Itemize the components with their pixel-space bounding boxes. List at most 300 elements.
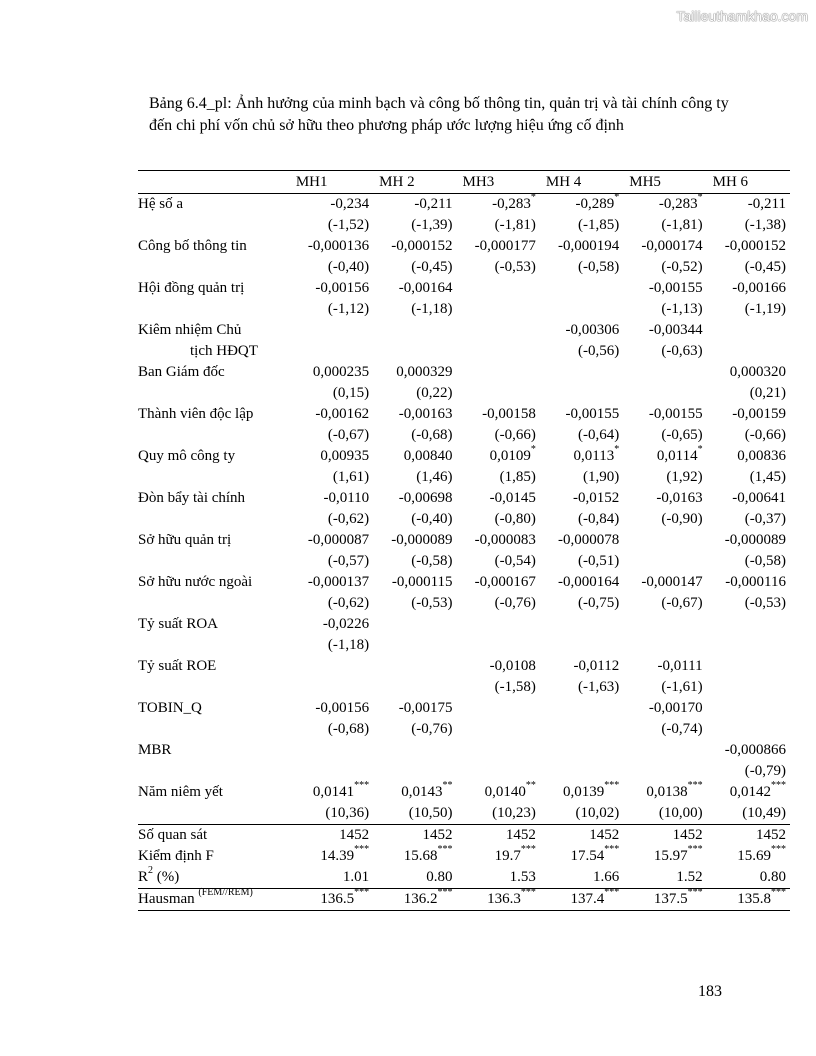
value: 1452 (672, 827, 703, 843)
value-cell (707, 362, 790, 383)
coefficient-row (138, 194, 790, 216)
value-cell (457, 236, 540, 257)
t-statistic-cell: (-1,18) (327, 637, 370, 653)
value-cell (373, 236, 456, 257)
t-statistic-cell (290, 677, 373, 698)
variable-label: Tỷ suất ROA (138, 616, 218, 632)
value-cell (373, 656, 456, 677)
value: 137.5 (653, 891, 688, 907)
value: 1452 (505, 827, 536, 843)
value-cell (540, 825, 623, 847)
value-cell (457, 404, 540, 425)
coefficient-row (138, 488, 790, 509)
value: -0,00163 (398, 406, 453, 422)
value-cell (457, 782, 540, 803)
value: -0,283 (492, 196, 531, 212)
value-cell (457, 320, 540, 341)
t-statistic-cell (540, 761, 623, 782)
value-cell (707, 278, 790, 299)
value: -0,000089 (724, 532, 786, 548)
value-cell (540, 572, 623, 593)
value: -0,000078 (558, 532, 620, 548)
t-statistic-cell: (-0,66) (494, 427, 536, 443)
value-cell (707, 614, 790, 635)
value-cell (623, 278, 706, 299)
value-cell (623, 530, 706, 551)
value: 0,000235 (312, 364, 370, 380)
value: -0,00164 (398, 280, 453, 296)
value: 0,00840 (403, 448, 453, 464)
variable-label-continued (138, 551, 290, 572)
value-cell (290, 194, 373, 216)
variable-label-continued: tịch HĐQT (190, 343, 258, 359)
value: -0,000137 (307, 574, 370, 590)
variable-label: Quy mô công ty (138, 448, 236, 464)
value-cell (540, 194, 623, 216)
value: 136.2 (403, 891, 438, 907)
value-cell (457, 698, 540, 719)
value: -0,000167 (474, 574, 536, 590)
value-cell (373, 698, 456, 719)
value: 15.69 (737, 848, 771, 864)
value-cell (540, 846, 623, 867)
t-statistic-cell: (-1,85) (578, 217, 620, 233)
t-statistic-cell: (-0,51) (578, 553, 620, 569)
t-statistic-cell: (-1,58) (494, 679, 536, 695)
significance-stars: *** (520, 887, 536, 898)
significance-stars: *** (354, 780, 370, 791)
value: 1452 (756, 827, 786, 843)
t-statistic-cell (707, 719, 790, 740)
significance-stars: *** (771, 780, 786, 791)
value: -0,00158 (482, 406, 536, 422)
significance-stars: *** (604, 780, 620, 791)
t-statistic-cell (540, 719, 623, 740)
value-cell (623, 846, 706, 867)
t-statistic-cell: (-0,62) (327, 511, 370, 527)
stat-label (138, 867, 290, 889)
value: -0,000164 (558, 574, 620, 590)
value: 0,0114 (656, 448, 698, 464)
value: -0,00344 (648, 322, 703, 338)
t-statistic-cell (623, 635, 706, 656)
t-statistic-cell: (-0,64) (578, 427, 620, 443)
value-cell (540, 446, 623, 467)
value-cell (707, 530, 790, 551)
value: 0,0140 (484, 784, 526, 800)
value-cell (540, 889, 623, 911)
coefficient-row (138, 698, 790, 719)
value: 0,0141 (312, 784, 355, 800)
value-cell (623, 194, 706, 216)
t-statistic-cell: (-0,53) (494, 259, 536, 275)
value-cell (707, 782, 790, 803)
t-statistic-cell: (-0,68) (411, 427, 453, 443)
value-cell (457, 656, 540, 677)
t-statistic-cell: (0,15) (332, 385, 370, 401)
coefficient-row (138, 446, 790, 467)
value-cell (290, 362, 373, 383)
value: -0,000174 (641, 238, 703, 254)
stat-label-sup: (FEM//REM) (198, 887, 253, 898)
value: 0,0139 (563, 784, 605, 800)
page-number: 183 (698, 983, 722, 1000)
t-statistic-cell (290, 761, 373, 782)
t-statistic-cell: (-0,76) (494, 595, 536, 611)
stat-label: Kiểm định F (138, 848, 214, 864)
column-header: MH1 (290, 171, 373, 194)
t-statistic-cell: (-0,84) (578, 511, 620, 527)
value-cell (457, 846, 540, 867)
value-cell (623, 698, 706, 719)
value: -0,000087 (307, 532, 370, 548)
value-cell (623, 572, 706, 593)
value-cell (290, 236, 373, 257)
value-cell (707, 446, 790, 467)
value: 15.68 (403, 848, 438, 864)
value-cell (290, 846, 373, 867)
coefficient-row (138, 614, 790, 635)
t-statistic-cell: (-1,52) (327, 217, 370, 233)
significance-stars: * (614, 192, 620, 203)
value: -0,00166 (732, 280, 786, 296)
value-cell (540, 614, 623, 635)
t-statistic-cell (457, 383, 540, 404)
value: 0.80 (426, 869, 453, 885)
t-statistic-cell: (10,50) (408, 805, 453, 821)
value-cell (540, 698, 623, 719)
variable-label: TOBIN_Q (138, 700, 202, 716)
value: -0,211 (414, 196, 453, 212)
coefficient-row (138, 320, 790, 341)
statistic-row (138, 761, 790, 782)
value-cell (290, 782, 373, 803)
value: 1.01 (342, 869, 370, 885)
variable-label-continued (138, 635, 290, 656)
value: 0,000329 (396, 364, 453, 380)
t-statistic-cell: (10,02) (575, 805, 620, 821)
value: -0,00698 (398, 490, 453, 506)
variable-label: Công bố thông tin (138, 238, 247, 254)
statistic-row (138, 257, 790, 278)
value-cell (707, 846, 790, 867)
significance-stars: * (697, 192, 703, 203)
value-cell (290, 530, 373, 551)
value: -0,00162 (315, 406, 370, 422)
t-statistic-cell (623, 383, 706, 404)
significance-stars: * (530, 444, 536, 455)
value: -0,000083 (474, 532, 536, 548)
value: -0,000115 (391, 574, 453, 590)
value: -0,0112 (573, 658, 620, 674)
value-cell (373, 846, 456, 867)
value-cell (623, 446, 706, 467)
value-cell (457, 825, 540, 847)
variable-label-continued (138, 719, 290, 740)
significance-stars: *** (771, 887, 786, 898)
t-statistic-cell: (-0,68) (327, 721, 370, 737)
value: 1.66 (593, 869, 620, 885)
value: 0,00836 (737, 448, 786, 464)
t-statistic-cell: (-1,19) (744, 301, 786, 317)
t-statistic-cell (457, 761, 540, 782)
variable-label: MBR (138, 742, 172, 758)
table-header-row (138, 171, 790, 194)
variable-label: Hệ số a (138, 196, 183, 212)
variable-label: Năm niêm yết (138, 784, 223, 800)
value: 19.7 (494, 848, 521, 864)
t-statistic-cell: (-0,67) (661, 595, 703, 611)
value: 0.80 (759, 869, 786, 885)
stat-label-text: R (138, 869, 149, 885)
statistic-row (138, 803, 790, 825)
value-cell (373, 320, 456, 341)
value-cell (707, 404, 790, 425)
t-statistic-cell: (1,85) (499, 469, 536, 485)
t-statistic-cell: (-0,58) (411, 553, 453, 569)
value: -0,00156 (315, 280, 370, 296)
t-statistic-cell: (-0,54) (494, 553, 536, 569)
value: 17.54 (570, 848, 605, 864)
value: 0,00935 (320, 448, 370, 464)
value-cell (707, 867, 790, 889)
statistic-row (138, 425, 790, 446)
t-statistic-cell: (-0,58) (744, 553, 786, 569)
variable-label-continued (138, 467, 290, 488)
value: -0,0226 (322, 616, 370, 632)
t-statistic-cell: (-0,62) (327, 595, 370, 611)
value: -0,000866 (724, 742, 786, 758)
t-statistic-cell: (-0,80) (494, 511, 536, 527)
significance-stars: *** (687, 887, 703, 898)
value-cell (540, 488, 623, 509)
significance-stars: *** (604, 887, 620, 898)
t-statistic-cell: (-0,67) (327, 427, 370, 443)
value-cell (623, 825, 706, 847)
significance-stars: *** (354, 844, 370, 855)
t-statistic-cell: (1,92) (666, 469, 703, 485)
watermark: Tailieuthamkhao.com (676, 8, 808, 24)
t-statistic-cell (373, 635, 456, 656)
t-statistic-cell: (-1,12) (327, 301, 370, 317)
value-cell (290, 572, 373, 593)
variable-label-continued (138, 425, 290, 446)
value: 0,000320 (729, 364, 786, 380)
variable-label-continued (138, 299, 290, 320)
variable-label: Thành viên độc lập (138, 406, 254, 422)
statistic-row (138, 635, 790, 656)
variable-label-continued (138, 803, 290, 825)
t-statistic-cell: (0,22) (416, 385, 453, 401)
value-cell (623, 236, 706, 257)
significance-stars: *** (520, 844, 536, 855)
value-cell (623, 614, 706, 635)
t-statistic-cell: (-0,53) (411, 595, 453, 611)
variable-label: Đòn bẩy tài chính (138, 490, 246, 506)
value-cell (290, 446, 373, 467)
value-cell (373, 889, 456, 911)
stat-label (138, 889, 290, 911)
value-cell (707, 825, 790, 847)
value: 0,0142 (729, 784, 771, 800)
coefficient-row (138, 362, 790, 383)
value-cell (373, 530, 456, 551)
value-cell (373, 740, 456, 761)
t-statistic-cell: (1,45) (749, 469, 786, 485)
column-header: MH 2 (373, 171, 456, 194)
t-statistic-cell (707, 677, 790, 698)
stat-row-n-obs (138, 825, 790, 847)
significance-stars: * (530, 192, 536, 203)
variable-label: Sở hữu nước ngoài (138, 574, 253, 590)
t-statistic-cell: (-1,13) (661, 301, 703, 317)
variable-header (138, 171, 290, 194)
value: 135.8 (737, 891, 771, 907)
coefficient-row (138, 572, 790, 593)
value-cell (457, 362, 540, 383)
value: -0,0111 (657, 658, 703, 674)
significance-stars: *** (771, 844, 786, 855)
column-header: MH3 (457, 171, 540, 194)
value-cell (373, 278, 456, 299)
value-cell (623, 362, 706, 383)
value-cell (373, 572, 456, 593)
t-statistic-cell: (-0,37) (744, 511, 786, 527)
coefficient-row (138, 404, 790, 425)
t-statistic-cell: (1,46) (416, 469, 453, 485)
value-cell (457, 488, 540, 509)
value-cell (373, 194, 456, 216)
coefficient-row (138, 530, 790, 551)
value: -0,234 (330, 196, 370, 212)
value: 137.4 (570, 891, 605, 907)
value-cell (540, 404, 623, 425)
value-cell (290, 614, 373, 635)
t-statistic-cell (290, 341, 373, 362)
value: -0,00155 (648, 280, 703, 296)
value: -0,00641 (732, 490, 786, 506)
value-cell (707, 320, 790, 341)
coefficient-row (138, 236, 790, 257)
t-statistic-cell (373, 677, 456, 698)
significance-stars: *** (437, 844, 453, 855)
value-cell (373, 614, 456, 635)
regression-table (138, 170, 790, 911)
value-cell (373, 446, 456, 467)
statistic-row (138, 299, 790, 320)
value: -0,00175 (398, 700, 453, 716)
t-statistic-cell: (-1,81) (494, 217, 536, 233)
t-statistic-cell: (-0,52) (661, 259, 703, 275)
value-cell (457, 867, 540, 889)
variable-label: Kiêm nhiệm Chủ (138, 322, 242, 338)
value-cell (290, 656, 373, 677)
value-cell (457, 530, 540, 551)
t-statistic-cell: (-0,40) (327, 259, 370, 275)
value-cell (623, 656, 706, 677)
value-cell (373, 825, 456, 847)
value-cell (540, 362, 623, 383)
statistic-row (138, 509, 790, 530)
value: -0,000116 (725, 574, 786, 590)
significance-stars: ** (525, 780, 536, 791)
statistic-row (138, 215, 790, 236)
value-cell (623, 782, 706, 803)
value-cell (290, 404, 373, 425)
t-statistic-cell: (-0,58) (578, 259, 620, 275)
value-cell (707, 572, 790, 593)
variable-label-continued (138, 257, 290, 278)
t-statistic-cell: (10,00) (658, 805, 703, 821)
t-statistic-cell: (-0,40) (411, 511, 453, 527)
value: -0,000089 (391, 532, 453, 548)
t-statistic-cell (623, 761, 706, 782)
t-statistic-cell (540, 383, 623, 404)
stat-row-f-test (138, 846, 790, 867)
significance-stars: ** (442, 780, 453, 791)
stat-label-suffix: (%) (153, 869, 180, 885)
t-statistic-cell (457, 719, 540, 740)
t-statistic-cell: (-0,45) (744, 259, 786, 275)
t-statistic-cell: (-0,56) (578, 343, 620, 359)
value-cell (707, 236, 790, 257)
t-statistic-cell: (1,61) (332, 469, 370, 485)
t-statistic-cell: (1,90) (583, 469, 620, 485)
t-statistic-cell: (-0,57) (327, 553, 370, 569)
t-statistic-cell (457, 635, 540, 656)
value: 1452 (422, 827, 453, 843)
value-cell (457, 614, 540, 635)
value: 1452 (339, 827, 370, 843)
variable-label-continued (138, 761, 290, 782)
value-cell (457, 572, 540, 593)
t-statistic-cell: (-1,63) (578, 679, 620, 695)
value: 0,0138 (646, 784, 688, 800)
value-cell (623, 867, 706, 889)
value-cell (540, 236, 623, 257)
coefficient-row (138, 782, 790, 803)
t-statistic-cell: (-0,75) (578, 595, 620, 611)
value: -0,00170 (648, 700, 703, 716)
value-cell (373, 488, 456, 509)
t-statistic-cell (540, 299, 623, 320)
coefficient-row (138, 278, 790, 299)
value: -0,000152 (391, 238, 453, 254)
stat-row-r2 (138, 867, 790, 889)
t-statistic-cell: (-0,74) (661, 721, 703, 737)
value-cell (290, 488, 373, 509)
value-cell (707, 488, 790, 509)
coefficient-row (138, 740, 790, 761)
value: 136.5 (320, 891, 355, 907)
value-cell (623, 889, 706, 911)
value: -0,000136 (307, 238, 370, 254)
significance-stars: *** (687, 780, 703, 791)
t-statistic-cell: (-1,18) (411, 301, 453, 317)
t-statistic-cell (540, 635, 623, 656)
variable-label: Ban Giám đốc (138, 364, 225, 380)
value: 0,0109 (489, 448, 531, 464)
value-cell (707, 698, 790, 719)
t-statistic-cell: (-1,81) (661, 217, 703, 233)
value: 15.97 (653, 848, 688, 864)
value-cell (540, 530, 623, 551)
t-statistic-cell (373, 341, 456, 362)
stat-label: Số quan sát (138, 825, 290, 847)
value-cell (290, 320, 373, 341)
value: -0,211 (747, 196, 786, 212)
value-cell (623, 488, 706, 509)
